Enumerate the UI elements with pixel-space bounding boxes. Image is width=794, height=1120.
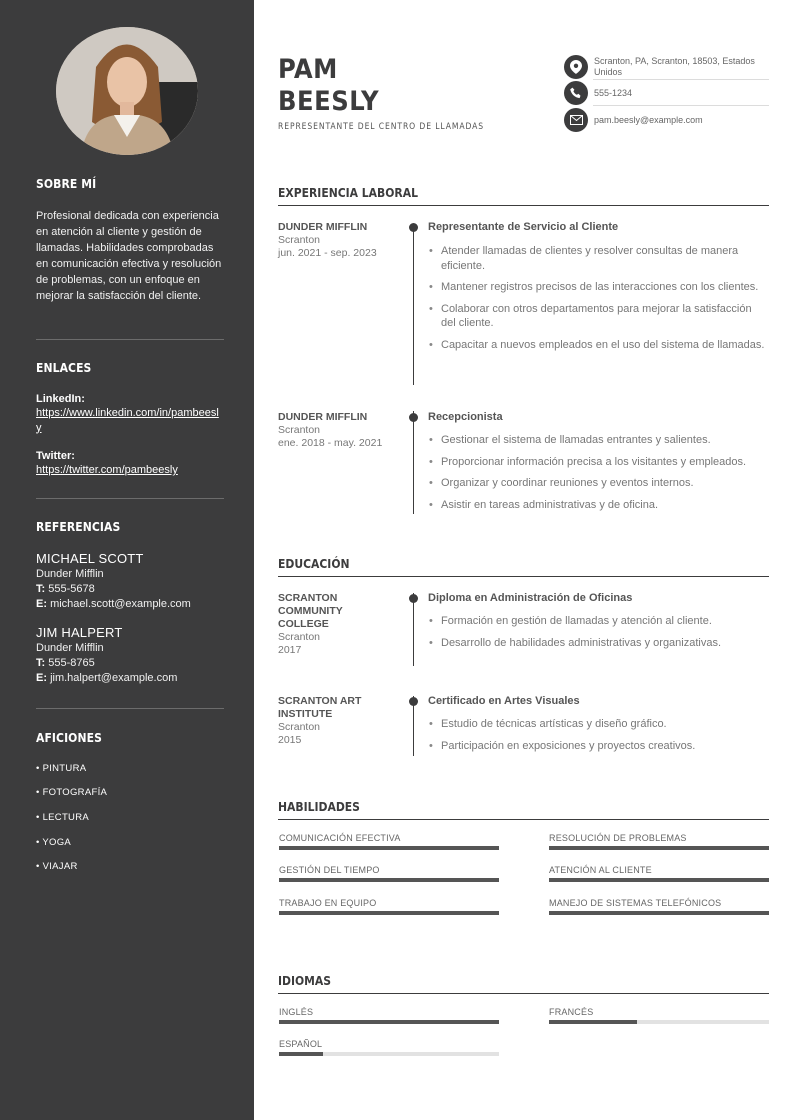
skill-name: ATENCIÓN AL CLIENTE bbox=[549, 865, 652, 875]
sidebar bbox=[0, 0, 254, 1120]
bullet-item: • Colaborar con otros departamentos para mejorar la satisfacción del cliente. bbox=[428, 302, 768, 331]
phone-text: 555-1234 bbox=[594, 87, 633, 98]
section-rule bbox=[278, 993, 769, 994]
last-name: BEESLY bbox=[278, 86, 380, 117]
education-title: EDUCACIÓN bbox=[278, 557, 350, 571]
links-title: ENLACES bbox=[36, 361, 92, 375]
candidate-name bbox=[278, 54, 379, 118]
language-item bbox=[279, 1039, 499, 1056]
skill-bar bbox=[549, 846, 769, 850]
language-item bbox=[549, 1007, 769, 1024]
experience-meta bbox=[278, 221, 398, 260]
bullet-item: • Asistir en tareas administrativas y de oficina. bbox=[428, 498, 768, 513]
year: 2015 bbox=[278, 734, 302, 746]
location: Scranton bbox=[278, 631, 321, 643]
skill-bar-fill bbox=[279, 878, 499, 882]
divider bbox=[36, 339, 224, 340]
bullet-item: • Capacitar a nuevos empleados en el uso del sistema de llamadas. bbox=[428, 338, 768, 353]
location: Scranton bbox=[278, 234, 321, 246]
profile-photo bbox=[56, 27, 198, 155]
link-label: LinkedIn: bbox=[36, 393, 85, 405]
link-twitter bbox=[36, 450, 224, 478]
language-name: FRANCÉS bbox=[549, 1007, 594, 1017]
location: Scranton bbox=[278, 424, 321, 436]
email-text[interactable]: pam.beesly@example.com bbox=[594, 114, 703, 125]
company-name: DUNDER MIFFLIN bbox=[278, 411, 368, 423]
references-section bbox=[36, 520, 224, 534]
language-name: INGLÉS bbox=[279, 1007, 314, 1017]
timeline-dot bbox=[409, 697, 418, 706]
phone-icon bbox=[564, 81, 588, 105]
link-linkedin bbox=[36, 393, 224, 435]
job-role: Recepcionista bbox=[428, 411, 503, 423]
bullet-item: • Atender llamadas de clientes y resolver consultas de manera eficiente. bbox=[428, 244, 768, 273]
bullet-item: • Participación en exposiciones y proyectos creativos. bbox=[428, 739, 768, 754]
skills-title: HABILIDADES bbox=[278, 800, 360, 814]
skill-name: GESTIÓN DEL TIEMPO bbox=[279, 865, 380, 875]
school-name: SCRANTON COMMUNITY COLLEGE bbox=[278, 592, 343, 630]
reference-item bbox=[36, 551, 224, 612]
skill-bar bbox=[549, 878, 769, 882]
language-item bbox=[279, 1007, 499, 1024]
contact-phone bbox=[564, 81, 769, 105]
section-rule bbox=[278, 205, 769, 206]
responsibility-list bbox=[428, 433, 768, 512]
experience-title: EXPERIENCIA LABORAL bbox=[278, 186, 418, 200]
skill-item bbox=[279, 865, 499, 882]
language-bar-fill bbox=[549, 1020, 637, 1024]
divider bbox=[36, 498, 224, 499]
degree-name: Certificado en Artes Visuales bbox=[428, 695, 580, 707]
hobbies-title: AFICIONES bbox=[36, 731, 102, 745]
degree-name: Diploma en Administración de Oficinas bbox=[428, 592, 633, 604]
year: 2017 bbox=[278, 644, 302, 656]
timeline-dot bbox=[409, 594, 418, 603]
bullet-item: • Proporcionar información precisa a los visitantes y empleados. bbox=[428, 455, 768, 470]
experience-meta bbox=[278, 411, 398, 450]
link-label: Twitter: bbox=[36, 450, 75, 462]
language-bar bbox=[279, 1052, 499, 1056]
divider bbox=[593, 105, 769, 106]
about-title: SOBRE MÍ bbox=[36, 177, 97, 191]
skill-bar-fill bbox=[279, 846, 499, 850]
hobby-item: • YOGA bbox=[36, 837, 72, 848]
section-rule bbox=[278, 576, 769, 577]
skill-item bbox=[279, 833, 499, 850]
job-title: REPRESENTANTE DEL CENTRO DE LLAMADAS bbox=[278, 122, 485, 132]
reference-company: Dunder Mifflin bbox=[36, 568, 104, 580]
reference-name: MICHAEL SCOTT bbox=[36, 551, 144, 566]
responsibility-list bbox=[428, 244, 768, 352]
education-meta bbox=[278, 695, 378, 747]
about-section bbox=[36, 177, 224, 191]
skill-bar-fill bbox=[549, 911, 769, 915]
reference-company: Dunder Mifflin bbox=[36, 642, 104, 654]
job-role: Representante de Servicio al Cliente bbox=[428, 221, 619, 233]
reference-item bbox=[36, 625, 224, 686]
hobby-item: • VIAJAR bbox=[36, 861, 78, 872]
skill-name: MANEJO DE SISTEMAS TELEFÓNICOS bbox=[549, 898, 722, 908]
skill-bar bbox=[279, 846, 499, 850]
bullet-item: • Formación en gestión de llamadas y atención al cliente. bbox=[428, 614, 768, 629]
about-text: Profesional dedicada con experiencia en atención al cliente y gestión de llamadas. Habilidades comprobadas en comunicación efectiva y resolución de problemas, con un enfoque en mejorar la satisfacción del cliente. bbox=[36, 210, 222, 302]
section-rule bbox=[278, 819, 769, 820]
education-bullets bbox=[428, 614, 768, 650]
skill-bar-fill bbox=[549, 878, 769, 882]
bullet-item: • Gestionar el sistema de llamadas entrantes y salientes. bbox=[428, 433, 768, 448]
date-range: ene. 2018 - may. 2021 bbox=[278, 437, 383, 449]
location: Scranton bbox=[278, 721, 321, 733]
skill-bar bbox=[279, 911, 499, 915]
divider bbox=[593, 79, 769, 80]
language-bar-fill bbox=[279, 1052, 323, 1056]
skill-bar bbox=[549, 911, 769, 915]
twitter-link[interactable]: https://twitter.com/pambeesly bbox=[36, 464, 178, 476]
reference-phone: T: 555-5678 bbox=[36, 583, 95, 595]
first-name: PAM bbox=[278, 54, 338, 85]
bullet-item: • Organizar y coordinar reuniones y eventos internos. bbox=[428, 476, 768, 491]
references-title: REFERENCIAS bbox=[36, 520, 121, 534]
education-meta bbox=[278, 592, 378, 657]
timeline-dot bbox=[409, 413, 418, 422]
language-bar-fill bbox=[279, 1020, 499, 1024]
skill-item bbox=[549, 865, 769, 882]
bullet-item: • Desarrollo de habilidades administrativas y organizativas. bbox=[428, 636, 768, 651]
skill-bar bbox=[279, 878, 499, 882]
education-bullets bbox=[428, 717, 768, 753]
linkedin-link[interactable]: https://www.linkedin.com/in/pambeesly bbox=[36, 407, 219, 434]
links-section bbox=[36, 361, 224, 375]
divider bbox=[36, 708, 224, 709]
languages-title: IDIOMAS bbox=[278, 974, 332, 988]
language-name: ESPAÑOL bbox=[279, 1039, 323, 1049]
reference-phone: T: 555-8765 bbox=[36, 657, 95, 669]
contact-address bbox=[564, 55, 769, 79]
hobby-item: • FOTOGRAFÍA bbox=[36, 787, 108, 798]
bullet-item: • Estudio de técnicas artísticas y diseño gráfico. bbox=[428, 717, 768, 732]
location-pin-icon bbox=[564, 55, 588, 79]
skill-bar-fill bbox=[279, 911, 499, 915]
reference-email: E: jim.halpert@example.com bbox=[36, 672, 178, 684]
contact-email bbox=[564, 108, 769, 132]
skill-item bbox=[279, 898, 499, 915]
timeline-line bbox=[413, 593, 414, 666]
language-bar bbox=[279, 1020, 499, 1024]
bullet-item: • Mantener registros precisos de las interacciones con los clientes. bbox=[428, 280, 768, 295]
hobbies-list bbox=[36, 763, 224, 883]
skill-name: TRABAJO EN EQUIPO bbox=[279, 898, 377, 908]
skill-item bbox=[549, 833, 769, 850]
language-bar bbox=[549, 1020, 769, 1024]
skill-name: RESOLUCIÓN DE PROBLEMAS bbox=[549, 833, 687, 843]
skill-name: COMUNICACIÓN EFECTIVA bbox=[279, 833, 401, 843]
email-icon bbox=[564, 108, 588, 132]
hobbies-section bbox=[36, 731, 224, 745]
skill-bar-fill bbox=[549, 846, 769, 850]
address-text: Scranton, PA, Scranton, 18503, Estados Unidos bbox=[594, 56, 755, 77]
hobby-item: • PINTURA bbox=[36, 763, 87, 774]
reference-name: JIM HALPERT bbox=[36, 625, 123, 640]
company-name: DUNDER MIFFLIN bbox=[278, 221, 368, 233]
timeline-line bbox=[413, 227, 414, 385]
timeline-dot bbox=[409, 223, 418, 232]
skill-item bbox=[549, 898, 769, 915]
reference-email: E: michael.scott@example.com bbox=[36, 598, 191, 610]
hobby-item: • LECTURA bbox=[36, 812, 90, 823]
timeline-line bbox=[413, 411, 414, 514]
school-name: SCRANTON ART INSTITUTE bbox=[278, 695, 362, 720]
date-range: jun. 2021 - sep. 2023 bbox=[278, 247, 377, 259]
